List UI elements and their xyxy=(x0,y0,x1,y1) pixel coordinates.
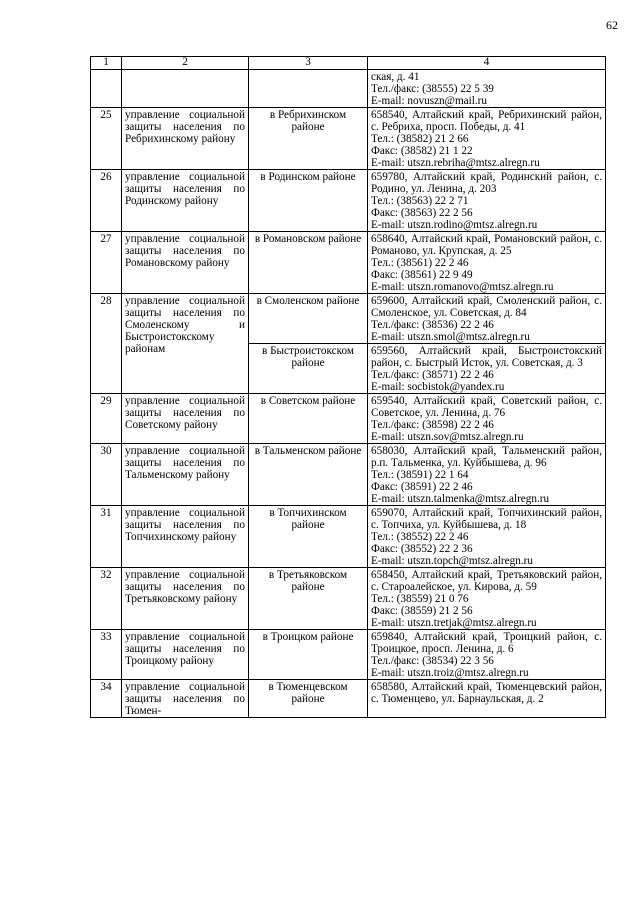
address-cell xyxy=(368,568,606,630)
table-row xyxy=(91,568,606,630)
table-row xyxy=(91,108,606,170)
address-cell xyxy=(368,630,606,680)
column-number: 1 xyxy=(91,57,122,70)
table-row xyxy=(91,444,606,506)
page-number: 62 xyxy=(606,18,618,32)
address-cell xyxy=(368,506,606,568)
location-cell: в Тальменском районе xyxy=(249,444,368,506)
address-cell xyxy=(368,680,606,718)
row-number-cell: 30 xyxy=(91,444,122,506)
row-number-cell: 31 xyxy=(91,506,122,568)
location-cell: в Троицком районе xyxy=(249,630,368,680)
address-cell xyxy=(368,108,606,170)
address-line: Факс: (38563) 22 2 56 xyxy=(371,207,473,219)
address-cell xyxy=(368,444,606,506)
row-number-cell: 32 xyxy=(91,568,122,630)
organization-cell: управление социальной защиты населения по Смоленскому и Быстроистокскому районам xyxy=(122,294,249,394)
table-row xyxy=(91,394,606,444)
row-number-cell xyxy=(91,70,122,108)
address-line: E-mail: utszn.rodino@mtsz.alregn.ru xyxy=(371,219,538,231)
address-line: Тел./факс: (38534) 22 3 56 xyxy=(371,655,494,667)
row-number-cell: 34 xyxy=(91,680,122,718)
address-cell xyxy=(368,170,606,232)
address-line: E-mail: utszn.topch@mtsz.alregn.ru xyxy=(371,555,533,567)
address-line: 659540, Алтайский край, Советский район, с. Советское, ул. Ленина, д. 76 xyxy=(371,395,602,419)
address-line: Факс: (38561) 22 9 49 xyxy=(371,269,473,281)
address-line: Факс: (38559) 21 2 56 xyxy=(371,605,473,617)
email-line: E-mail: novuszn@mail.ru xyxy=(371,95,487,107)
address-line: Тел./факс: (38536) 22 2 46 xyxy=(371,319,494,331)
organization-cell: управление социальной защиты населения по Троицкому району xyxy=(122,630,249,680)
address-line: 658030, Алтайский край, Тальменский район, р.п. Тальменка, ул. Куйбышева, д. 96 xyxy=(371,445,602,469)
address-line: 659600, Алтайский край, Смоленский район, с. Смоленское, ул. Советская, д. 84 xyxy=(371,295,602,319)
table-row xyxy=(91,294,606,344)
organization-cell: управление социальной защиты населения по Третьяковскому району xyxy=(122,568,249,630)
address-line: Факс: (38552) 22 2 36 xyxy=(371,543,473,555)
address-cell xyxy=(368,394,606,444)
organization-cell: управление социальной защиты населения по Тюмен- xyxy=(122,680,249,718)
address-cell xyxy=(368,344,606,394)
address-line: E-mail: utszn.sov@mtsz.alregn.ru xyxy=(371,431,524,443)
address-line: 658640, Алтайский край, Романовский район, с. Романово, ул. Крупская, д. 25 xyxy=(371,233,602,257)
organization-cell: управление социальной защиты населения по Романовскому району xyxy=(122,232,249,294)
address-line: Факс: (38591) 22 2 46 xyxy=(371,481,473,493)
address-line: Тел./факс: (38571) 22 2 46 xyxy=(371,369,494,381)
location-cell: в Топчихинском районе xyxy=(249,506,368,568)
address-line: E-mail: utszn.tretjak@mtsz.alregn.ru xyxy=(371,617,537,629)
column-number: 4 xyxy=(368,57,606,70)
continuation-row xyxy=(91,70,606,108)
row-number-cell: 25 xyxy=(91,108,122,170)
location-cell: в Ребрихинском районе xyxy=(249,108,368,170)
address-line: Тел.: (38552) 22 2 46 xyxy=(371,531,469,543)
organization-cell: управление социальной защиты населения по Тальменскому району xyxy=(122,444,249,506)
row-number-cell: 29 xyxy=(91,394,122,444)
location-cell: в Быстроистокском районе xyxy=(249,344,368,394)
organization-cell: управление социальной защиты населения по Родинскому району xyxy=(122,170,249,232)
address-line: 659070, Алтайский край, Топчихинский район, с. Топчиха, ул. Куйбышева, д. 18 xyxy=(371,507,602,531)
address-line: E-mail: utszn.talmenka@mtsz.alregn.ru xyxy=(371,493,550,505)
column-number: 2 xyxy=(122,57,249,70)
address-line: E-mail: utszn.romanovo@mtsz.alregn.ru xyxy=(371,281,554,293)
row-number-cell: 33 xyxy=(91,630,122,680)
row-number-cell: 26 xyxy=(91,170,122,232)
location-cell: в Советском районе xyxy=(249,394,368,444)
address-line: Факс: (38582) 21 1 22 xyxy=(371,145,473,157)
address-line: Тел./факс: (38598) 22 2 46 xyxy=(371,419,494,431)
row-number-cell: 27 xyxy=(91,232,122,294)
address-line: Тел.: (38561) 22 2 46 xyxy=(371,257,469,269)
column-number-row xyxy=(91,57,606,70)
address-line: Тел.: (38559) 21 0 76 xyxy=(371,593,469,605)
organization-cell: управление социальной защиты населения по Ребрихинскому району xyxy=(122,108,249,170)
organization-cell: управление социальной защиты населения по Топчихинскому району xyxy=(122,506,249,568)
location-cell: в Романовском районе xyxy=(249,232,368,294)
address-line: E-mail: utszn.troiz@mtsz.alregn.ru xyxy=(371,667,529,679)
address-line: ская, д. 41 xyxy=(371,71,420,83)
table-row xyxy=(91,680,606,718)
address-line: 659560, Алтайский край, Быстроистокский район, с. Быстрый Исток, ул. Советская, д. 3 xyxy=(371,345,602,369)
address-cell xyxy=(368,294,606,344)
address-line: 658540, Алтайский край, Ребрихинский район, с. Ребриха, просп. Победы, д. 41 xyxy=(371,109,602,133)
address-line: Тел.: (38582) 21 2 66 xyxy=(371,133,469,145)
address-line: Тел.: (38563) 22 2 71 xyxy=(371,195,469,207)
address-line: 658580, Алтайский край, Тюменцевский район, с. Тюменцево, ул. Барнаульская, д. 2 xyxy=(371,681,602,705)
location-cell: в Смоленском районе xyxy=(249,294,368,344)
address-cell xyxy=(368,70,606,108)
location-cell: в Тюменцевском районе xyxy=(249,680,368,718)
row-number-cell: 28 xyxy=(91,294,122,394)
address-line: 659840, Алтайский край, Троицкий район, с. Троицкое, просп. Ленина, д. 6 xyxy=(371,631,602,655)
table-row xyxy=(91,170,606,232)
address-line: E-mail: utszn.smol@mtsz.alregn.ru xyxy=(371,331,530,343)
location-cell xyxy=(249,70,368,108)
address-line: E-mail: utszn.rebriha@mtsz.alregn.ru xyxy=(371,157,540,169)
location-cell: в Третьяковском районе xyxy=(249,568,368,630)
address-line: Тел.: (38591) 22 1 64 xyxy=(371,469,469,481)
location-cell: в Родинском районе xyxy=(249,170,368,232)
offices-table xyxy=(90,56,606,718)
organization-cell: управление социальной защиты населения по Советскому району xyxy=(122,394,249,444)
organization-cell xyxy=(122,70,249,108)
address-line: 658450, Алтайский край, Третьяковский район, с. Староалейское, ул. Кирова, д. 59 xyxy=(371,569,602,593)
column-number: 3 xyxy=(249,57,368,70)
table-row xyxy=(91,630,606,680)
table-row xyxy=(91,232,606,294)
table-row xyxy=(91,506,606,568)
phone-line: Тел./факс: (38555) 22 5 39 xyxy=(371,83,494,95)
address-line: E-mail: socbistok@yandex.ru xyxy=(371,381,505,393)
address-cell xyxy=(368,232,606,294)
address-line: 659780, Алтайский край, Родинский район, с. Родино, ул. Ленина, д. 203 xyxy=(371,171,602,195)
